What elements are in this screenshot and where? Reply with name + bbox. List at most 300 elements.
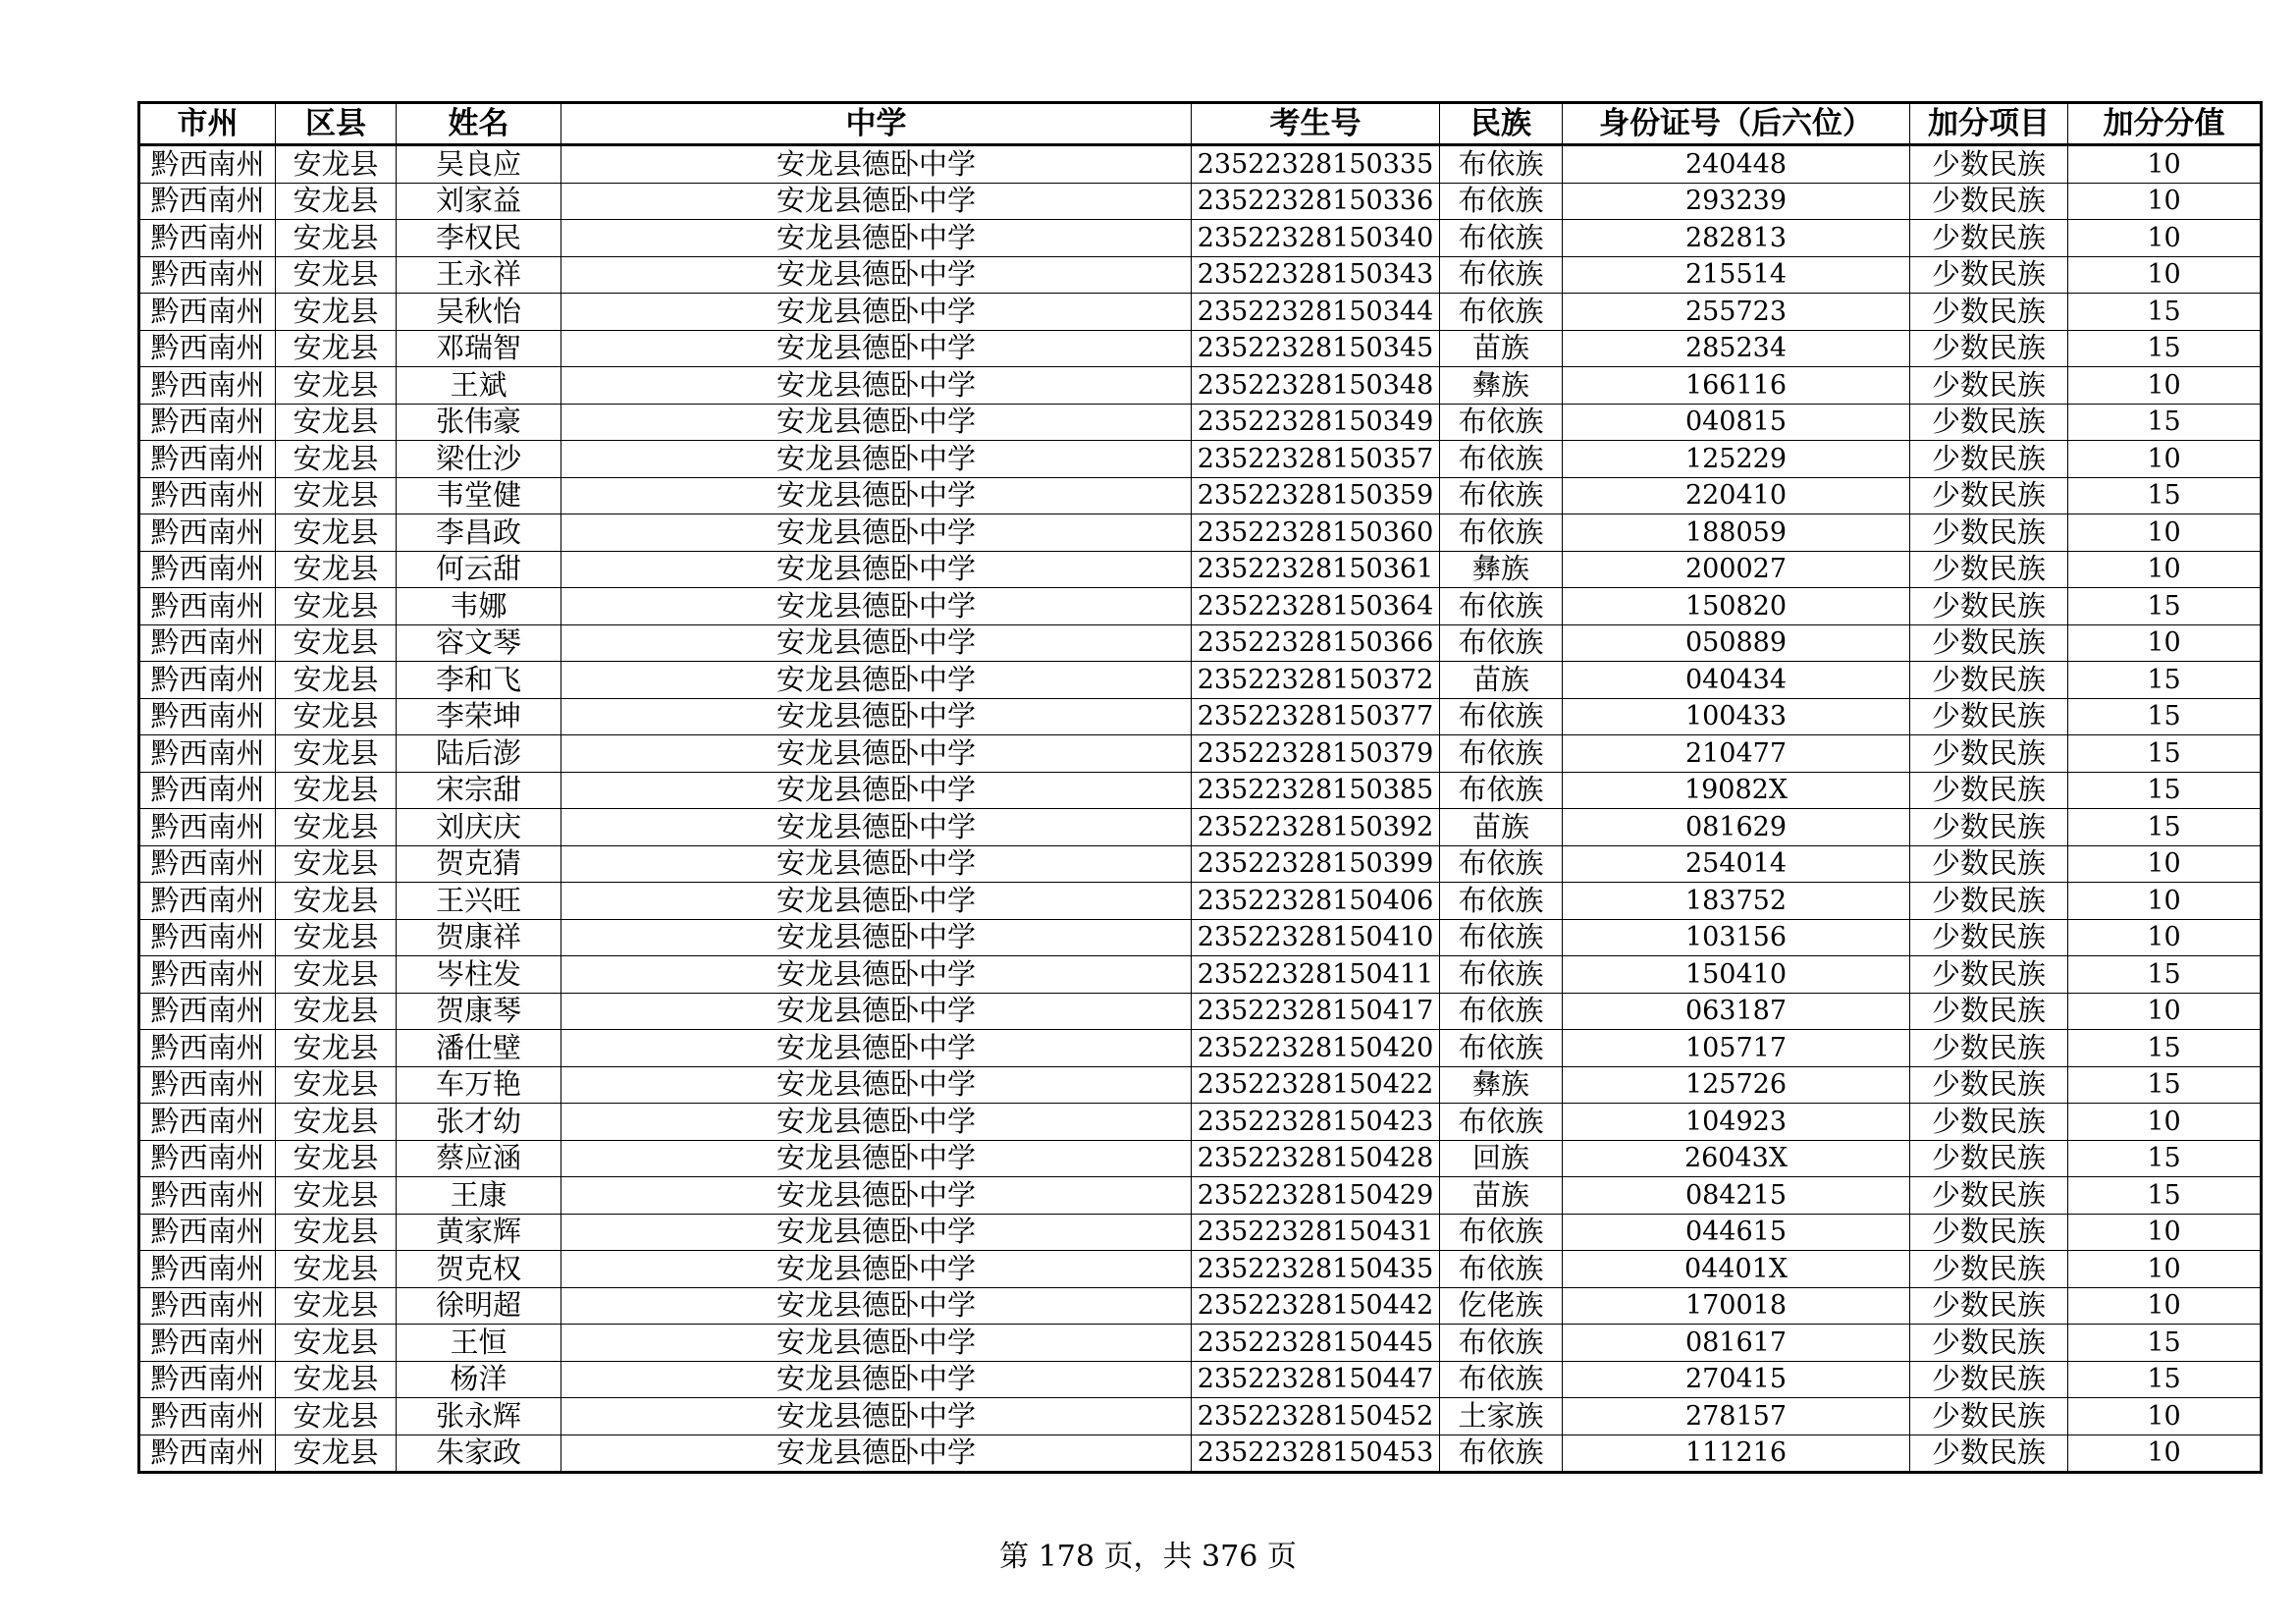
cell-bonus-item: 少数民族	[1910, 477, 2068, 514]
cell-exam-number: 23522328150377	[1192, 698, 1440, 735]
cell-id-last-six: 183752	[1563, 883, 1910, 920]
cell-name: 贺康琴	[397, 993, 561, 1030]
cell-ethnicity: 布依族	[1440, 1030, 1563, 1067]
cell-ethnicity: 布依族	[1440, 1104, 1563, 1141]
cell-county: 安龙县	[276, 588, 397, 625]
cell-id-last-six: 270415	[1563, 1361, 1910, 1398]
table-row	[139, 1214, 2262, 1251]
cell-bonus-value: 10	[2068, 1251, 2262, 1288]
cell-id-last-six: 293239	[1563, 183, 1910, 220]
cell-school: 安龙县德卧中学	[561, 220, 1192, 257]
cell-school: 安龙县德卧中学	[561, 735, 1192, 773]
cell-id-last-six: 125726	[1563, 1066, 1910, 1104]
cell-exam-number: 23522328150411	[1192, 956, 1440, 994]
cell-exam-number: 23522328150359	[1192, 477, 1440, 514]
cell-id-last-six: 210477	[1563, 735, 1910, 773]
cell-school: 安龙县德卧中学	[561, 624, 1192, 662]
cell-city: 黔西南州	[139, 956, 276, 994]
cell-city: 黔西南州	[139, 624, 276, 662]
cell-bonus-value: 15	[2068, 809, 2262, 846]
cell-city: 黔西南州	[139, 919, 276, 956]
cell-county: 安龙县	[276, 551, 397, 588]
table-row	[139, 183, 2262, 220]
cell-school: 安龙县德卧中学	[561, 1398, 1192, 1435]
cell-school: 安龙县德卧中学	[561, 514, 1192, 552]
table-row	[139, 993, 2262, 1030]
header-bonus-value: 加分分值	[2068, 103, 2262, 145]
cell-id-last-six: 084215	[1563, 1177, 1910, 1215]
cell-school: 安龙县德卧中学	[561, 919, 1192, 956]
table-row	[139, 845, 2262, 883]
cell-bonus-value: 15	[2068, 404, 2262, 441]
cell-city: 黔西南州	[139, 1398, 276, 1435]
cell-county: 安龙县	[276, 662, 397, 699]
cell-city: 黔西南州	[139, 772, 276, 809]
cell-city: 黔西南州	[139, 514, 276, 552]
cell-bonus-item: 少数民族	[1910, 919, 2068, 956]
cell-exam-number: 23522328150340	[1192, 220, 1440, 257]
cell-name: 李荣坤	[397, 698, 561, 735]
cell-city: 黔西南州	[139, 183, 276, 220]
cell-bonus-value: 10	[2068, 1104, 2262, 1141]
cell-ethnicity: 布依族	[1440, 919, 1563, 956]
cell-name: 刘家益	[397, 183, 561, 220]
cell-county: 安龙县	[276, 1104, 397, 1141]
cell-school: 安龙县德卧中学	[561, 367, 1192, 405]
cell-bonus-item: 少数民族	[1910, 1214, 2068, 1251]
cell-name: 梁仕沙	[397, 441, 561, 478]
cell-school: 安龙县德卧中学	[561, 956, 1192, 994]
header-ethnicity: 民族	[1440, 103, 1563, 145]
cell-school: 安龙县德卧中学	[561, 551, 1192, 588]
header-school: 中学	[561, 103, 1192, 145]
cell-ethnicity: 布依族	[1440, 1435, 1563, 1473]
cell-bonus-value: 15	[2068, 1361, 2262, 1398]
cell-county: 安龙县	[276, 404, 397, 441]
cell-bonus-item: 少数民族	[1910, 1251, 2068, 1288]
cell-city: 黔西南州	[139, 1361, 276, 1398]
cell-bonus-value: 15	[2068, 294, 2262, 331]
cell-county: 安龙县	[276, 956, 397, 994]
table-row	[139, 1325, 2262, 1362]
cell-name: 韦娜	[397, 588, 561, 625]
cell-school: 安龙县德卧中学	[561, 256, 1192, 294]
cell-bonus-item: 少数民族	[1910, 1104, 2068, 1141]
cell-city: 黔西南州	[139, 845, 276, 883]
cell-bonus-item: 少数民族	[1910, 1398, 2068, 1435]
cell-bonus-value: 10	[2068, 145, 2262, 184]
cell-city: 黔西南州	[139, 477, 276, 514]
cell-exam-number: 23522328150361	[1192, 551, 1440, 588]
cell-exam-number: 23522328150423	[1192, 1104, 1440, 1141]
cell-exam-number: 23522328150360	[1192, 514, 1440, 552]
cell-id-last-six: 220410	[1563, 477, 1910, 514]
cell-county: 安龙县	[276, 1066, 397, 1104]
cell-bonus-item: 少数民族	[1910, 514, 2068, 552]
cell-city: 黔西南州	[139, 1140, 276, 1177]
cell-bonus-item: 少数民族	[1910, 993, 2068, 1030]
cell-county: 安龙县	[276, 367, 397, 405]
cell-name: 贺康祥	[397, 919, 561, 956]
cell-city: 黔西南州	[139, 1287, 276, 1325]
cell-school: 安龙县德卧中学	[561, 993, 1192, 1030]
cell-bonus-value: 10	[2068, 883, 2262, 920]
cell-bonus-item: 少数民族	[1910, 367, 2068, 405]
cell-id-last-six: 188059	[1563, 514, 1910, 552]
cell-bonus-value: 10	[2068, 183, 2262, 220]
cell-id-last-six: 040815	[1563, 404, 1910, 441]
cell-name: 张永辉	[397, 1398, 561, 1435]
cell-city: 黔西南州	[139, 1325, 276, 1362]
cell-id-last-six: 254014	[1563, 845, 1910, 883]
table-row	[139, 1030, 2262, 1067]
cell-id-last-six: 125229	[1563, 441, 1910, 478]
cell-school: 安龙县德卧中学	[561, 1104, 1192, 1141]
cell-exam-number: 23522328150422	[1192, 1066, 1440, 1104]
cell-city: 黔西南州	[139, 256, 276, 294]
cell-bonus-item: 少数民族	[1910, 772, 2068, 809]
cell-school: 安龙县德卧中学	[561, 477, 1192, 514]
cell-county: 安龙县	[276, 772, 397, 809]
cell-exam-number: 23522328150343	[1192, 256, 1440, 294]
cell-id-last-six: 040434	[1563, 662, 1910, 699]
cell-bonus-item: 少数民族	[1910, 441, 2068, 478]
cell-ethnicity: 布依族	[1440, 883, 1563, 920]
cell-name: 李和飞	[397, 662, 561, 699]
cell-ethnicity: 布依族	[1440, 1325, 1563, 1362]
cell-county: 安龙县	[276, 330, 397, 367]
cell-bonus-value: 10	[2068, 1435, 2262, 1473]
cell-school: 安龙县德卧中学	[561, 772, 1192, 809]
cell-bonus-value: 15	[2068, 1066, 2262, 1104]
table-row	[139, 883, 2262, 920]
header-row	[139, 103, 2262, 145]
cell-bonus-value: 10	[2068, 220, 2262, 257]
table-row	[139, 662, 2262, 699]
cell-bonus-value: 15	[2068, 662, 2262, 699]
cell-id-last-six: 105717	[1563, 1030, 1910, 1067]
header-id-last-six: 身份证号（后六位）	[1563, 103, 1910, 145]
cell-city: 黔西南州	[139, 441, 276, 478]
cell-bonus-item: 少数民族	[1910, 588, 2068, 625]
cell-school: 安龙县德卧中学	[561, 145, 1192, 184]
cell-name: 何云甜	[397, 551, 561, 588]
table-row	[139, 919, 2262, 956]
cell-name: 王斌	[397, 367, 561, 405]
cell-county: 安龙县	[276, 441, 397, 478]
cell-bonus-value: 10	[2068, 624, 2262, 662]
cell-name: 车万艳	[397, 1066, 561, 1104]
cell-school: 安龙县德卧中学	[561, 1361, 1192, 1398]
cell-school: 安龙县德卧中学	[561, 883, 1192, 920]
cell-ethnicity: 布依族	[1440, 220, 1563, 257]
cell-bonus-item: 少数民族	[1910, 1287, 2068, 1325]
cell-exam-number: 23522328150336	[1192, 183, 1440, 220]
cell-city: 黔西南州	[139, 1030, 276, 1067]
cell-county: 安龙县	[276, 919, 397, 956]
cell-school: 安龙县德卧中学	[561, 588, 1192, 625]
cell-school: 安龙县德卧中学	[561, 1177, 1192, 1215]
cell-city: 黔西南州	[139, 330, 276, 367]
cell-id-last-six: 100433	[1563, 698, 1910, 735]
table-row	[139, 514, 2262, 552]
table-row	[139, 1066, 2262, 1104]
cell-school: 安龙县德卧中学	[561, 294, 1192, 331]
table-row	[139, 624, 2262, 662]
cell-name: 张才幼	[397, 1104, 561, 1141]
table-row	[139, 809, 2262, 846]
cell-bonus-value: 15	[2068, 1030, 2262, 1067]
cell-bonus-item: 少数民族	[1910, 551, 2068, 588]
cell-id-last-six: 255723	[1563, 294, 1910, 331]
cell-exam-number: 23522328150357	[1192, 441, 1440, 478]
cell-ethnicity: 苗族	[1440, 662, 1563, 699]
cell-name: 陆后澎	[397, 735, 561, 773]
cell-bonus-value: 15	[2068, 330, 2262, 367]
cell-county: 安龙县	[276, 1325, 397, 1362]
cell-name: 贺克猜	[397, 845, 561, 883]
table-row	[139, 404, 2262, 441]
cell-bonus-item: 少数民族	[1910, 1140, 2068, 1177]
cell-county: 安龙县	[276, 1177, 397, 1215]
cell-id-last-six: 050889	[1563, 624, 1910, 662]
cell-bonus-item: 少数民族	[1910, 256, 2068, 294]
cell-id-last-six: 26043X	[1563, 1140, 1910, 1177]
cell-exam-number: 23522328150420	[1192, 1030, 1440, 1067]
cell-city: 黔西南州	[139, 809, 276, 846]
cell-id-last-six: 19082X	[1563, 772, 1910, 809]
cell-exam-number: 23522328150349	[1192, 404, 1440, 441]
cell-county: 安龙县	[276, 735, 397, 773]
cell-name: 杨洋	[397, 1361, 561, 1398]
table-row	[139, 330, 2262, 367]
cell-ethnicity: 布依族	[1440, 588, 1563, 625]
cell-bonus-item: 少数民族	[1910, 624, 2068, 662]
cell-school: 安龙县德卧中学	[561, 183, 1192, 220]
cell-bonus-item: 少数民族	[1910, 1361, 2068, 1398]
cell-ethnicity: 布依族	[1440, 256, 1563, 294]
cell-bonus-value: 10	[2068, 1214, 2262, 1251]
cell-exam-number: 23522328150399	[1192, 845, 1440, 883]
cell-bonus-item: 少数民族	[1910, 1066, 2068, 1104]
cell-name: 吴秋怡	[397, 294, 561, 331]
cell-id-last-six: 111216	[1563, 1435, 1910, 1473]
cell-bonus-item: 少数民族	[1910, 1177, 2068, 1215]
cell-bonus-value: 15	[2068, 588, 2262, 625]
cell-city: 黔西南州	[139, 735, 276, 773]
table-row	[139, 294, 2262, 331]
cell-ethnicity: 布依族	[1440, 735, 1563, 773]
cell-name: 贺克权	[397, 1251, 561, 1288]
cell-ethnicity: 布依族	[1440, 698, 1563, 735]
cell-bonus-value: 10	[2068, 993, 2262, 1030]
cell-id-last-six: 103156	[1563, 919, 1910, 956]
cell-exam-number: 23522328150406	[1192, 883, 1440, 920]
cell-county: 安龙县	[276, 220, 397, 257]
table-row	[139, 1435, 2262, 1473]
cell-ethnicity: 回族	[1440, 1140, 1563, 1177]
header-county: 区县	[276, 103, 397, 145]
cell-name: 容文琴	[397, 624, 561, 662]
cell-id-last-six: 04401X	[1563, 1251, 1910, 1288]
cell-county: 安龙县	[276, 1030, 397, 1067]
cell-exam-number: 23522328150452	[1192, 1398, 1440, 1435]
cell-exam-number: 23522328150364	[1192, 588, 1440, 625]
cell-bonus-item: 少数民族	[1910, 845, 2068, 883]
cell-name: 潘仕壁	[397, 1030, 561, 1067]
cell-county: 安龙县	[276, 477, 397, 514]
table-row	[139, 956, 2262, 994]
cell-ethnicity: 布依族	[1440, 477, 1563, 514]
cell-name: 张伟豪	[397, 404, 561, 441]
cell-ethnicity: 土家族	[1440, 1398, 1563, 1435]
cell-county: 安龙县	[276, 883, 397, 920]
cell-bonus-value: 10	[2068, 1287, 2262, 1325]
cell-ethnicity: 苗族	[1440, 809, 1563, 846]
cell-county: 安龙县	[276, 1287, 397, 1325]
cell-city: 黔西南州	[139, 145, 276, 184]
cell-name: 蔡应涵	[397, 1140, 561, 1177]
cell-name: 王恒	[397, 1325, 561, 1362]
cell-school: 安龙县德卧中学	[561, 441, 1192, 478]
cell-ethnicity: 布依族	[1440, 1251, 1563, 1288]
cell-exam-number: 23522328150429	[1192, 1177, 1440, 1215]
cell-ethnicity: 苗族	[1440, 1177, 1563, 1215]
cell-city: 黔西南州	[139, 883, 276, 920]
cell-id-last-six: 081617	[1563, 1325, 1910, 1362]
cell-name: 韦堂健	[397, 477, 561, 514]
cell-id-last-six: 044615	[1563, 1214, 1910, 1251]
cell-ethnicity: 布依族	[1440, 404, 1563, 441]
cell-id-last-six: 240448	[1563, 145, 1910, 184]
cell-county: 安龙县	[276, 845, 397, 883]
cell-bonus-value: 15	[2068, 956, 2262, 994]
cell-bonus-item: 少数民族	[1910, 330, 2068, 367]
page-footer: 第 178 页，共 376 页	[999, 1540, 1297, 1574]
cell-bonus-value: 10	[2068, 551, 2262, 588]
cell-exam-number: 23522328150345	[1192, 330, 1440, 367]
cell-bonus-item: 少数民族	[1910, 183, 2068, 220]
cell-city: 黔西南州	[139, 551, 276, 588]
cell-exam-number: 23522328150372	[1192, 662, 1440, 699]
cell-bonus-item: 少数民族	[1910, 883, 2068, 920]
cell-exam-number: 23522328150431	[1192, 1214, 1440, 1251]
cell-school: 安龙县德卧中学	[561, 1214, 1192, 1251]
cell-ethnicity: 布依族	[1440, 514, 1563, 552]
cell-bonus-value: 15	[2068, 1140, 2262, 1177]
cell-ethnicity: 布依族	[1440, 624, 1563, 662]
table-row	[139, 698, 2262, 735]
table-row	[139, 1398, 2262, 1435]
cell-county: 安龙县	[276, 1251, 397, 1288]
cell-bonus-value: 10	[2068, 845, 2262, 883]
cell-exam-number: 23522328150392	[1192, 809, 1440, 846]
cell-county: 安龙县	[276, 1361, 397, 1398]
cell-county: 安龙县	[276, 1214, 397, 1251]
cell-city: 黔西南州	[139, 993, 276, 1030]
table-row	[139, 1104, 2262, 1141]
cell-id-last-six: 278157	[1563, 1398, 1910, 1435]
table-row	[139, 772, 2262, 809]
cell-school: 安龙县德卧中学	[561, 1251, 1192, 1288]
cell-school: 安龙县德卧中学	[561, 1030, 1192, 1067]
table-row	[139, 256, 2262, 294]
cell-name: 岑柱发	[397, 956, 561, 994]
cell-exam-number: 23522328150410	[1192, 919, 1440, 956]
cell-county: 安龙县	[276, 1140, 397, 1177]
cell-ethnicity: 彝族	[1440, 367, 1563, 405]
cell-ethnicity: 布依族	[1440, 1214, 1563, 1251]
table-row	[139, 1140, 2262, 1177]
table-row	[139, 441, 2262, 478]
cell-school: 安龙县德卧中学	[561, 809, 1192, 846]
table-row	[139, 735, 2262, 773]
cell-bonus-item: 少数民族	[1910, 294, 2068, 331]
cell-bonus-item: 少数民族	[1910, 1030, 2068, 1067]
cell-city: 黔西南州	[139, 662, 276, 699]
cell-ethnicity: 布依族	[1440, 294, 1563, 331]
cell-id-last-six: 150820	[1563, 588, 1910, 625]
cell-id-last-six: 063187	[1563, 993, 1910, 1030]
cell-name: 刘庆庆	[397, 809, 561, 846]
cell-city: 黔西南州	[139, 1177, 276, 1215]
cell-id-last-six: 282813	[1563, 220, 1910, 257]
table-row	[139, 367, 2262, 405]
cell-city: 黔西南州	[139, 294, 276, 331]
header-city: 市州	[139, 103, 276, 145]
cell-school: 安龙县德卧中学	[561, 404, 1192, 441]
cell-name: 李昌政	[397, 514, 561, 552]
header-exam-number: 考生号	[1192, 103, 1440, 145]
cell-bonus-value: 10	[2068, 1398, 2262, 1435]
cell-name: 吴良应	[397, 145, 561, 184]
cell-bonus-item: 少数民族	[1910, 404, 2068, 441]
cell-ethnicity: 布依族	[1440, 993, 1563, 1030]
cell-city: 黔西南州	[139, 367, 276, 405]
cell-county: 安龙县	[276, 256, 397, 294]
cell-city: 黔西南州	[139, 588, 276, 625]
cell-city: 黔西南州	[139, 220, 276, 257]
cell-name: 王兴旺	[397, 883, 561, 920]
cell-county: 安龙县	[276, 294, 397, 331]
cell-id-last-six: 150410	[1563, 956, 1910, 994]
cell-city: 黔西南州	[139, 1435, 276, 1473]
cell-id-last-six: 285234	[1563, 330, 1910, 367]
table-row	[139, 1287, 2262, 1325]
cell-city: 黔西南州	[139, 1066, 276, 1104]
cell-id-last-six: 104923	[1563, 1104, 1910, 1141]
cell-exam-number: 23522328150445	[1192, 1325, 1440, 1362]
cell-city: 黔西南州	[139, 1214, 276, 1251]
cell-city: 黔西南州	[139, 404, 276, 441]
cell-exam-number: 23522328150453	[1192, 1435, 1440, 1473]
cell-city: 黔西南州	[139, 1104, 276, 1141]
cell-school: 安龙县德卧中学	[561, 698, 1192, 735]
cell-county: 安龙县	[276, 624, 397, 662]
cell-ethnicity: 布依族	[1440, 1361, 1563, 1398]
cell-bonus-item: 少数民族	[1910, 809, 2068, 846]
cell-id-last-six: 081629	[1563, 809, 1910, 846]
cell-name: 王永祥	[397, 256, 561, 294]
cell-bonus-value: 15	[2068, 1325, 2262, 1362]
cell-ethnicity: 布依族	[1440, 183, 1563, 220]
table-row	[139, 1361, 2262, 1398]
cell-bonus-item: 少数民族	[1910, 220, 2068, 257]
cell-name: 邓瑞智	[397, 330, 561, 367]
cell-bonus-value: 10	[2068, 514, 2262, 552]
cell-school: 安龙县德卧中学	[561, 1287, 1192, 1325]
cell-county: 安龙县	[276, 993, 397, 1030]
